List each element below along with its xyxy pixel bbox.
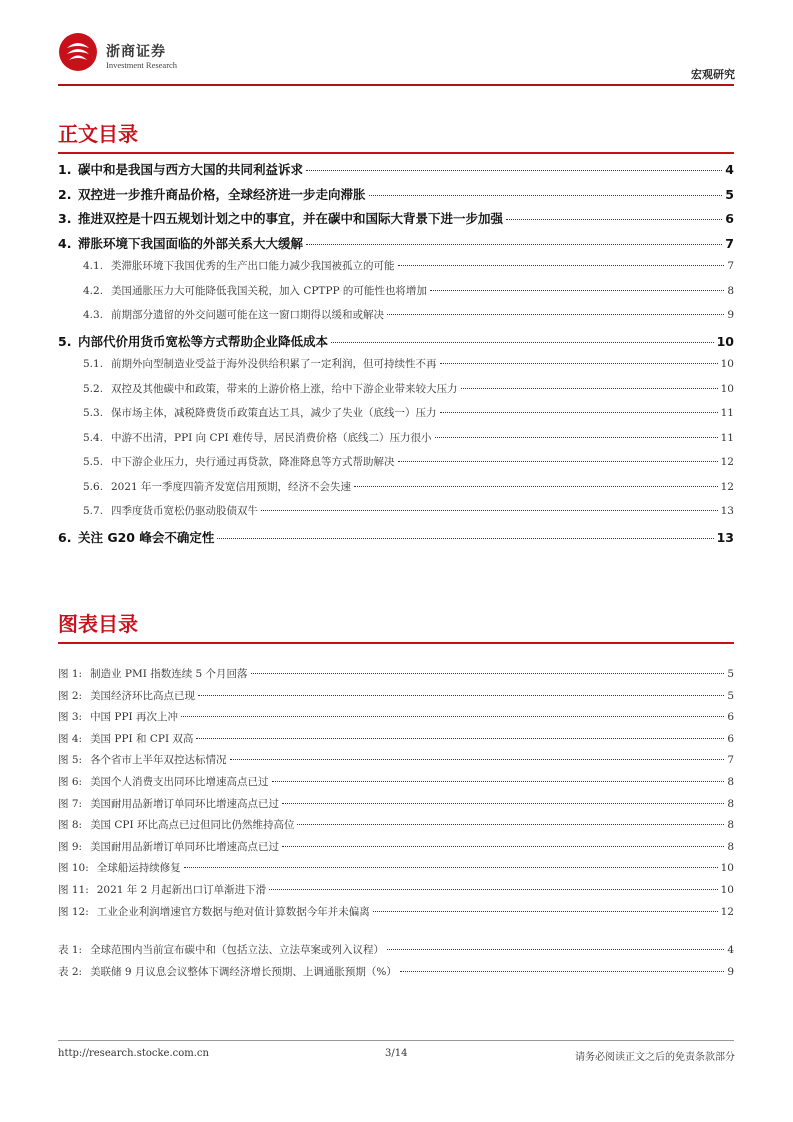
figure-entry[interactable]: 图 2: 美国经济环比高点已现 5 xyxy=(58,689,734,702)
toc-subentry[interactable]: 5.4. 中游不出清，PPI 向 CPI 难传导，居民消费价格（底线二）压力很小 11 xyxy=(83,431,734,444)
figure-entry[interactable]: 图 10: 全球船运持续修复 10 xyxy=(58,862,734,875)
footer-disclaimer: 请务必阅读正文之后的免责条款部分 xyxy=(575,1052,735,1063)
company-name: 浙商证券 xyxy=(106,44,166,60)
toc-entry[interactable]: 5. 内部代价用货币宽松等方式帮助企业降低成本 10 xyxy=(58,333,734,349)
figure-entry[interactable]: 图 4: 美国 PPI 和 CPI 双高 6 xyxy=(58,732,734,745)
footer-divider xyxy=(58,1040,734,1041)
toc-divider xyxy=(58,152,734,154)
toc-subentry[interactable]: 5.1. 前期外向型制造业受益于海外没供给积累了一定利润，但可持续性不再 10 xyxy=(83,358,734,370)
figure-entry[interactable]: 图 3: 中国 PPI 再次上冲 6 xyxy=(58,711,734,724)
figure-entry[interactable]: 图 11: 2021 年 2 月起新出口订单渐进下滑 10 xyxy=(58,883,734,896)
company-name-en: Investment Research xyxy=(106,60,178,70)
toc-subentry[interactable]: 4.1. 类滞胀环境下我国优秀的生产出口能力减少我国被孤立的可能 7 xyxy=(83,260,734,272)
page-header xyxy=(0,0,793,90)
figure-entry[interactable]: 图 7: 美国耐用品新增订单同环比增速高点已过 8 xyxy=(58,797,734,810)
toc-entry[interactable]: 3. 推进双控是十四五规划计划之中的事宜，并在碳中和国际大背景下进一步加强 6 xyxy=(58,211,734,226)
figure-list xyxy=(58,666,734,925)
figure-entry[interactable]: 图 12: 工业企业利润增速官方数据与绝对值计算数据今年并未偏离 12 xyxy=(58,905,734,918)
toc-subentry[interactable]: 5.6. 2021 年一季度四箭齐发宽信用预期，经济不会失速 12 xyxy=(83,480,734,493)
figure-entry[interactable]: 图 1: 制造业 PMI 指数连续 5 个月回落 5 xyxy=(58,668,734,680)
toc-subentry[interactable]: 5.2. 双控及其他碳中和政策，带来的上游价格上涨，给中下游企业带来较大压力 10 xyxy=(83,382,734,395)
toc-entry[interactable]: 6. 关注 G20 峰会不确定性 13 xyxy=(58,529,734,545)
toc-subentry[interactable]: 5.7. 四季度货币宽松仍驱动股债双牛 13 xyxy=(83,505,734,517)
figures-divider xyxy=(58,642,734,644)
toc-title: 正文目录 xyxy=(58,122,138,146)
header-divider xyxy=(58,84,734,86)
report-category: 宏观研究 xyxy=(691,68,735,81)
figure-entry[interactable]: 图 8: 美国 CPI 环比高点已过但同比仍然维持高位 8 xyxy=(58,819,734,832)
table-entry[interactable]: 表 1: 全球范围内当前宣布碳中和（包括立法、立法草案或列入议程） 4 xyxy=(58,944,734,956)
toc-entry[interactable]: 2. 双控进一步推升商品价格，全球经济进一步走向滞胀 5 xyxy=(58,186,734,202)
toc-list xyxy=(58,160,734,552)
toc-entry[interactable]: 1. 碳中和是我国与西方大国的共同利益诉求 4 xyxy=(58,162,734,177)
page-number: 3/14 xyxy=(385,1048,408,1059)
footer-url[interactable]: http://research.stocke.com.cn xyxy=(58,1048,209,1059)
toc-entry[interactable]: 4. 滞胀环境下我国面临的外部关系大大缓解 7 xyxy=(58,235,734,251)
toc-subentry[interactable]: 5.5. 中下游企业压力，央行通过再贷款，降准降息等方式帮助解决 12 xyxy=(83,456,734,468)
toc-subentry[interactable]: 5.3. 保市场主体，减税降费货币政策直达工具，减少了失业（底线一）压力 11 xyxy=(83,407,734,419)
figures-title: 图表目录 xyxy=(58,612,138,636)
toc-subentry[interactable]: 4.3. 前期部分遗留的外交问题可能在这一窗口期得以缓和或解决 9 xyxy=(83,309,734,321)
figure-entry[interactable]: 图 5: 各个省市上半年双控达标情况 7 xyxy=(58,754,734,767)
company-logo-icon xyxy=(58,32,98,72)
toc-subentry[interactable]: 4.2. 美国通胀压力大可能降低我国关税，加入 CPTPP 的可能性也将增加 8 xyxy=(83,284,734,297)
table-entry[interactable]: 表 2: 美联储 9 月议息会议整体下调经济增长预期、上调通胀预期（%） 9 xyxy=(58,965,734,978)
figure-entry[interactable]: 图 9: 美国耐用品新增订单同环比增速高点已过 8 xyxy=(58,840,734,853)
table-list xyxy=(58,942,734,985)
figure-entry[interactable]: 图 6: 美国个人消费支出同环比增速高点已过 8 xyxy=(58,775,734,788)
